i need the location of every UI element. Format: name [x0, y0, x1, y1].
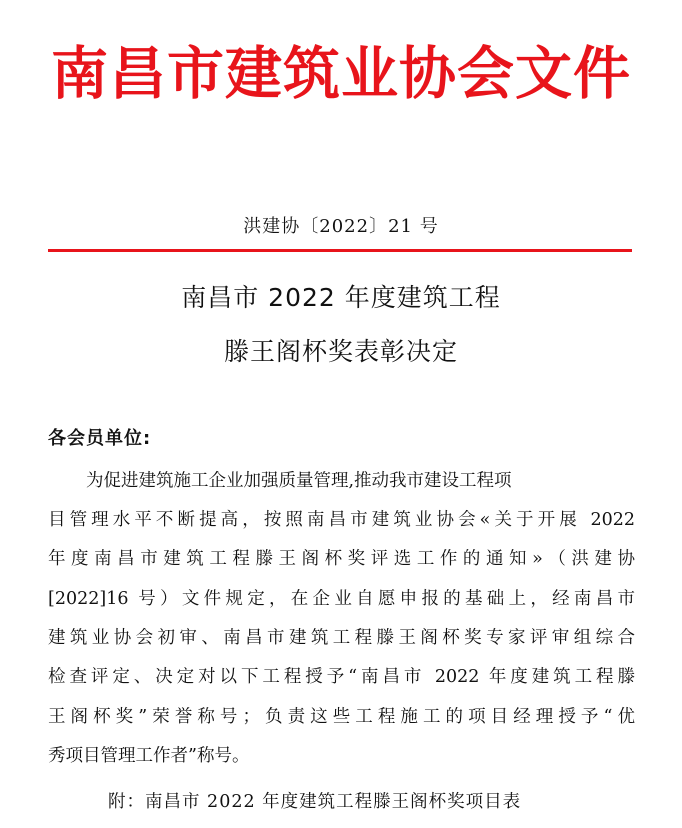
document-title-line-1: 南昌市 2022 年度建筑工程	[181, 283, 501, 312]
body-line-6: 检查评定、决定对以下工程授予“南昌市 2022 年度建筑工程滕	[48, 667, 635, 687]
salutation: 各会员单位:	[48, 428, 152, 449]
body-line-4: [2022]16 号）文件规定，在企业自愿申报的基础上，经南昌市	[48, 589, 635, 609]
attachment-note: 附：南昌市 2022 年度建筑工程滕王阁杯奖项目表	[108, 792, 522, 812]
body-line-5: 建筑业协会初审、南昌市建筑工程滕王阁杯奖专家评审组综合	[48, 628, 635, 648]
document-header-title: 南昌市建筑业协会文件	[51, 41, 631, 107]
document-number: 洪建协〔2022〕21 号	[243, 216, 439, 237]
body-line-8: 秀项目管理工作者”称号。	[48, 746, 250, 766]
body-line-2: 目管理水平不断提高，按照南昌市建筑业协会«关于开展 2022	[48, 510, 635, 530]
body-line-7: 王阁杯奖”荣誉称号；负责这些工程施工的项目经理授予“优	[48, 707, 635, 727]
red-divider-line	[48, 249, 632, 252]
document-title-line-2: 滕王阁杯奖表彰决定	[223, 337, 458, 366]
body-line-1: 为促进建筑施工企业加强质量管理,推动我市建设工程项	[86, 471, 512, 491]
body-line-3: 年度南昌市建筑工程滕王阁杯奖评选工作的通知»（洪建协	[48, 549, 635, 569]
